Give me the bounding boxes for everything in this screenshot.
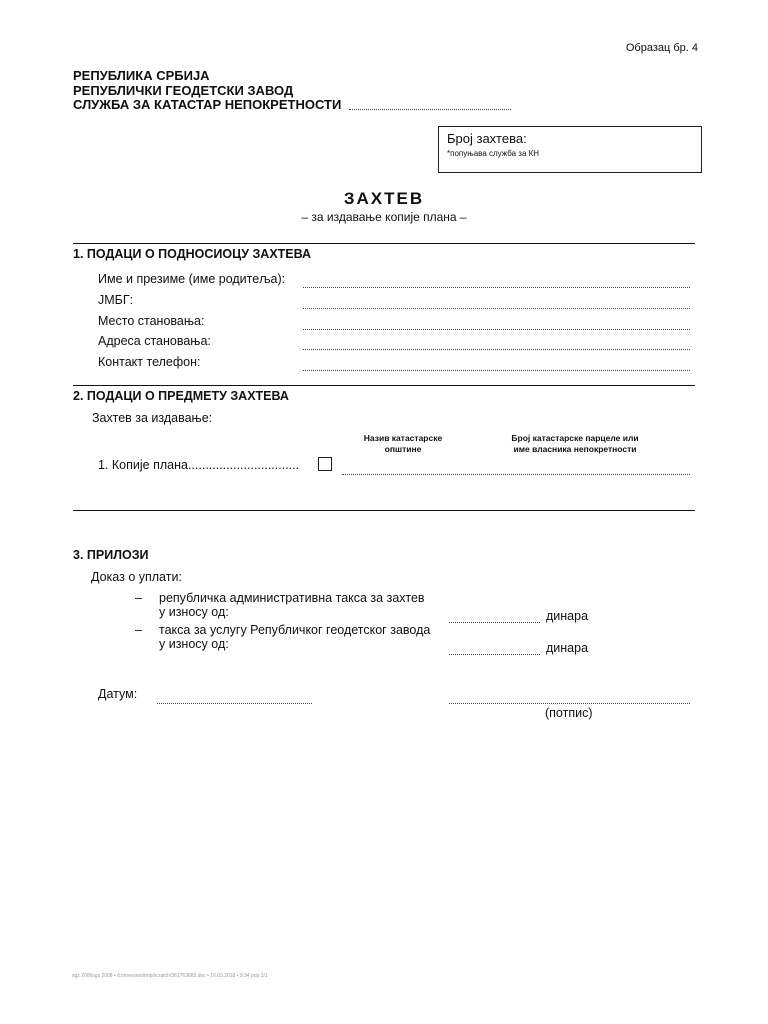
form-title: ЗАХТЕВ: [343, 189, 425, 208]
field-full-name-label: Име и презиме (име родитеља):: [98, 272, 286, 286]
fee2-dash: –: [135, 623, 142, 637]
section1-heading: 1. ПОДАЦИ О ПОДНОСИОЦУ ЗАХТЕВА: [73, 247, 312, 261]
field-address-input[interactable]: [303, 349, 690, 350]
section3-intro: Доказ о уплати:: [91, 570, 182, 584]
section2-bottom-rule: [73, 510, 695, 511]
fee2-amount-input[interactable]: [449, 654, 540, 655]
request-number-label: Број захтева:: [447, 131, 527, 146]
form-subtitle: – за издавање копије плана –: [301, 210, 467, 224]
item-plan-copies-input[interactable]: [342, 474, 690, 475]
col-parcel-number-header: Број катастарске парцеле или име власника непокретности: [511, 433, 639, 454]
request-number-note: *попуњава служба за КН: [447, 149, 540, 158]
section2-rule: [73, 385, 695, 386]
field-address-label: Адреса становања:: [98, 334, 211, 348]
section1-rule: [73, 243, 695, 244]
field-residence-input[interactable]: [303, 329, 690, 330]
header-service: СЛУЖБА ЗА КАТАСТАР НЕПОКРЕТНОСТИ: [73, 97, 342, 112]
fee2-currency: динара: [546, 641, 589, 655]
date-label: Датум:: [98, 687, 138, 701]
field-phone-input[interactable]: [303, 370, 690, 371]
signature-label: (потпис): [545, 706, 593, 720]
fee1-label: републичка административна такса за захтев: [159, 591, 425, 605]
fee1-amount-label: у износу од:: [159, 605, 229, 619]
fee1-dash: –: [135, 591, 142, 605]
header-institute: РЕПУБЛИЧКИ ГЕОДЕТСКИ ЗАВОД: [73, 83, 294, 98]
date-input[interactable]: [157, 703, 312, 704]
section3-heading: 3. ПРИЛОЗИ: [73, 548, 149, 562]
fee1-amount-input[interactable]: [449, 622, 540, 623]
field-phone-label: Контакт телефон:: [98, 355, 201, 369]
field-residence-label: Место становања:: [98, 314, 205, 328]
service-location-field[interactable]: [349, 109, 511, 110]
request-number-box: [438, 126, 702, 173]
field-jmbg-label: ЈМБГ:: [98, 293, 134, 307]
section2-heading: 2. ПОДАЦИ О ПРЕДМЕТУ ЗАХТЕВА: [73, 389, 289, 403]
fee2-label: такса за услугу Републичког геодетског завода: [159, 623, 431, 637]
fee1-currency: динара: [546, 609, 589, 623]
signature-input[interactable]: [449, 703, 690, 704]
header-republic: РЕПУБЛИКА СРБИЈА: [73, 68, 210, 83]
form-number: Образац бр. 4: [625, 42, 698, 54]
section2-intro: Захтев за издавање:: [92, 411, 213, 425]
field-full-name-input[interactable]: [303, 287, 690, 288]
footer-meta: sgz 2006sgz 2008 • /conversion/tmp/scratch/361763683.doc • 16.03.2018 • 9:34 pop.1/1: [72, 973, 268, 979]
col-cadastral-municipality-header: Назив катастарске општине: [363, 433, 443, 454]
fee2-amount-label: у износу од:: [159, 637, 229, 651]
item-plan-copies-checkbox[interactable]: [318, 457, 332, 471]
item-plan-copies-label: 1. Копије плана................................: [98, 458, 300, 472]
field-jmbg-input[interactable]: [303, 308, 690, 309]
